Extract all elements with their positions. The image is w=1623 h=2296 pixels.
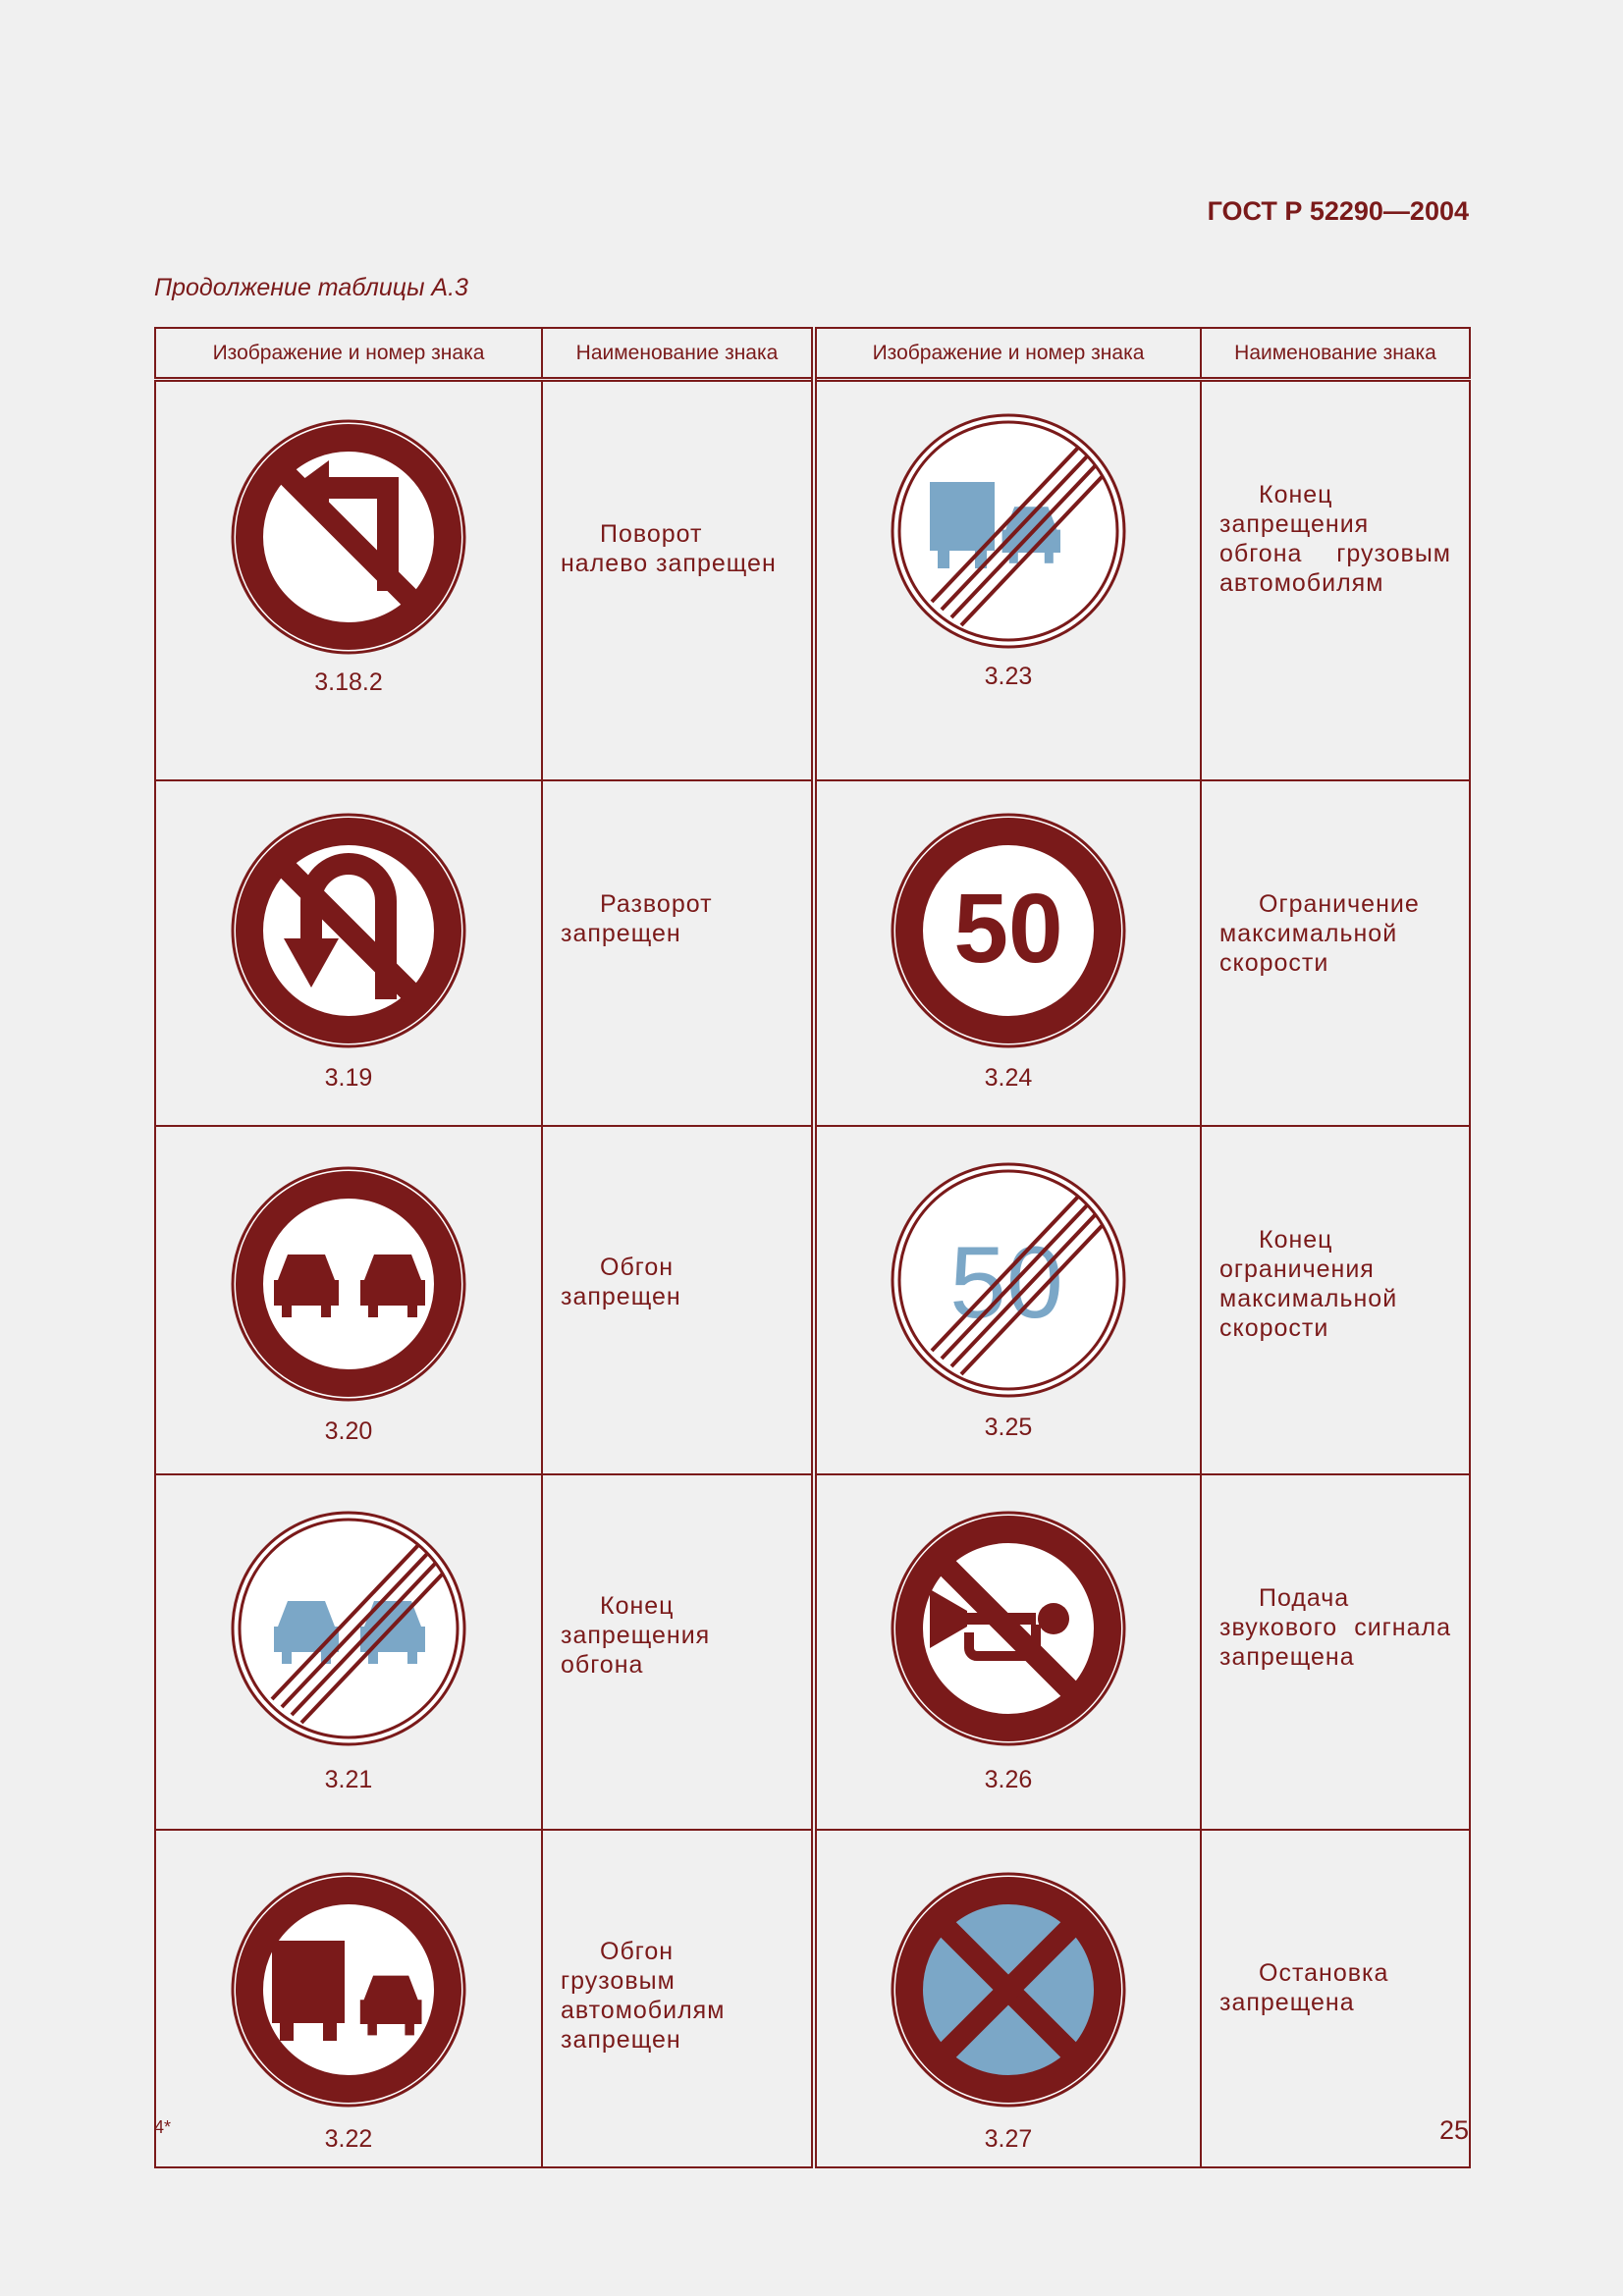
sign-image-cell (155, 780, 542, 1126)
sign-name: Конец ограничения максимальной скорости (1219, 1226, 1398, 1342)
table-header-row (155, 328, 1470, 380)
table-caption: Продолжение таблицы А.3 (154, 274, 468, 301)
end-no-overtaking-icon (231, 1511, 466, 1746)
header-sign-name: Наименование знака (542, 328, 814, 380)
sign-name: Поворот налево запрещен (561, 520, 777, 577)
table-row (155, 1830, 1470, 2167)
sign-image-cell (155, 1126, 542, 1474)
sign-number: 3.24 (984, 1064, 1033, 1092)
speed-limit-icon (891, 813, 1126, 1048)
sign-name-cell (542, 780, 814, 1126)
sign-name-cell (542, 380, 814, 781)
sign-number: 3.23 (984, 663, 1033, 690)
sign-number: 3.18.2 (314, 668, 383, 696)
no-u-turn-icon (231, 813, 466, 1048)
no-stopping-icon (891, 1872, 1126, 2108)
sign-image-cell (155, 380, 542, 781)
sign-name: Конец запрещения обгона (561, 1592, 711, 1679)
sign-number: 3.26 (984, 1766, 1033, 1793)
sign-name-cell (542, 1474, 814, 1830)
sign-name: Подача звукового сигнала запрещена (1219, 1584, 1451, 1671)
header-sign-name: Наименование знака (1201, 328, 1470, 380)
sign-number: 3.22 (324, 2125, 373, 2153)
sign-number: 3.20 (324, 1417, 373, 1445)
sign-name-cell (1201, 1126, 1470, 1474)
sign-number: 3.21 (324, 1766, 373, 1793)
no-overtaking-icon (231, 1166, 466, 1402)
sign-number: 3.27 (984, 2125, 1033, 2153)
sign-image-cell (155, 1474, 542, 1830)
no-left-turn-icon (231, 419, 466, 655)
sign-image-cell (814, 1126, 1201, 1474)
sign-name-cell (1201, 1474, 1470, 1830)
document-code: ГОСТ Р 52290—2004 (1207, 196, 1469, 226)
sign-image-cell (155, 1830, 542, 2167)
sign-image-cell (814, 1830, 1201, 2167)
no-truck-overtaking-icon (231, 1872, 466, 2108)
sign-name-cell (1201, 1830, 1470, 2167)
page-number: 25 (1438, 2115, 1469, 2145)
header-image-number: Изображение и номер знака (814, 328, 1201, 380)
sign-name: Обгон грузовым автомобилям запрещен (561, 1938, 726, 2054)
table-row (155, 1126, 1470, 1474)
table-row (155, 380, 1470, 781)
sign-name: Обгон запрещен (561, 1254, 681, 1310)
speed-limit-value: 50 (953, 874, 1063, 984)
header-image-number: Изображение и номер знака (155, 328, 542, 380)
speed-limit-value: 50 (949, 1226, 1063, 1340)
sign-number: 3.19 (324, 1064, 373, 1092)
sign-name: Остановка запрещена (1219, 1959, 1389, 2016)
sign-name: Ограничение максимальной скорости (1219, 890, 1420, 977)
end-speed-limit-icon (891, 1162, 1126, 1398)
table-row (155, 780, 1470, 1126)
sign-name-cell (1201, 380, 1470, 781)
sign-number: 3.25 (984, 1414, 1033, 1441)
no-horn-icon (891, 1511, 1126, 1746)
sign-name-cell (542, 1126, 814, 1474)
sign-image-cell (814, 380, 1201, 781)
sign-name-cell (542, 1830, 814, 2167)
sign-image-cell (814, 1474, 1201, 1830)
road-signs-table (154, 327, 1471, 2168)
sign-name: Конец запрещения обгона грузовым автомобилям (1219, 481, 1451, 597)
sign-name-cell (1201, 780, 1470, 1126)
footnote-mark: 4* (154, 2117, 172, 2137)
sign-name: Разворот запрещен (561, 890, 713, 947)
end-no-truck-overtaking-icon (891, 413, 1126, 649)
sign-image-cell (814, 780, 1201, 1126)
table-row (155, 1474, 1470, 1830)
